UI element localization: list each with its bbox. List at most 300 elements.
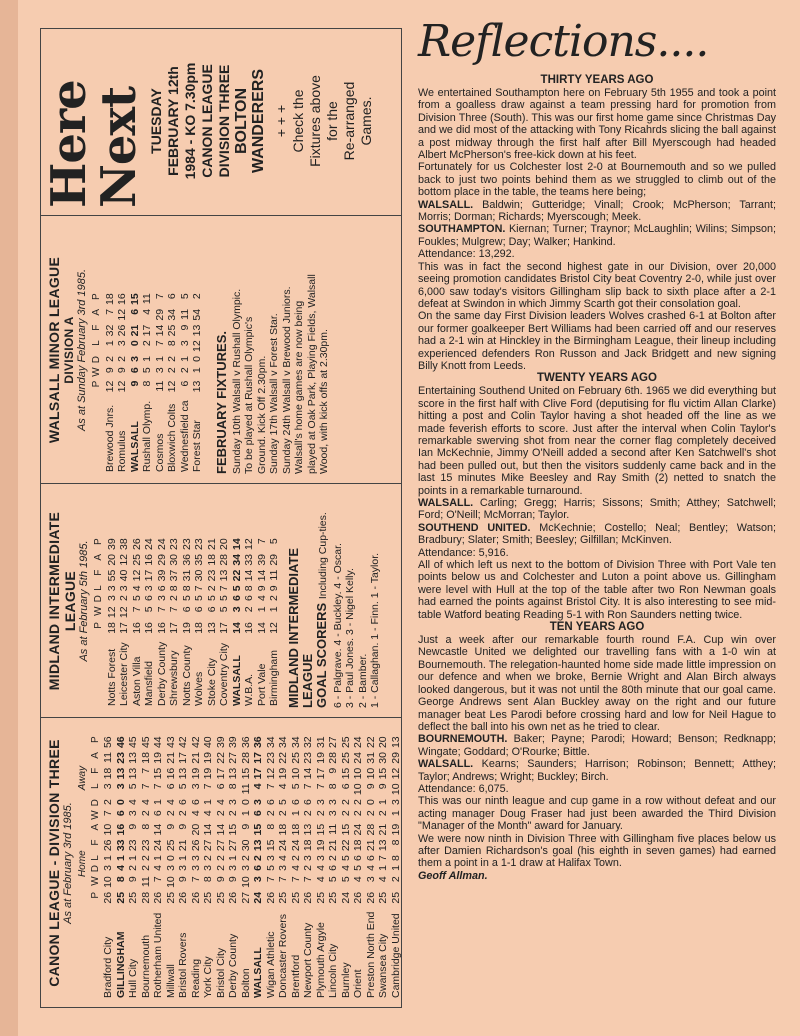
table-cell: 26 <box>364 891 377 904</box>
table-cell: 22 <box>364 736 377 749</box>
team-name: Cosmos <box>153 433 166 472</box>
table-cell: 4 <box>289 865 302 871</box>
table-cell: 8 <box>180 585 193 592</box>
table-cell: 39 <box>227 736 239 749</box>
team-name: Derby County <box>155 641 168 706</box>
table-cell: 26 <box>189 839 202 852</box>
gs-title-line1: MIDLAND INTERMEDIATE LEAGUE <box>285 547 315 708</box>
table-row <box>131 536 144 708</box>
table-row <box>118 536 131 708</box>
table-cell: 26 <box>177 891 189 904</box>
table-cell: 15 <box>264 839 277 852</box>
table-cell: 2 <box>339 799 352 805</box>
table-cell: 3 <box>202 865 214 871</box>
table-cell: 6 <box>177 799 189 805</box>
table-cell: 4 <box>314 865 327 871</box>
table-cell: 25 <box>127 891 139 904</box>
table-cell: 7 <box>302 876 314 883</box>
team-name: Preston North End <box>364 911 377 998</box>
table-cell: 4 <box>252 783 264 790</box>
table-cell: 8 <box>139 823 152 830</box>
here-word: Here <box>41 80 97 208</box>
table-cell: 5 <box>193 595 205 602</box>
table-cell: 19 <box>180 622 193 634</box>
table-cell: 30 <box>168 553 180 566</box>
divider <box>40 483 402 484</box>
table-cell: 24 <box>143 538 155 550</box>
table-cell: 15 <box>339 767 352 780</box>
table-cell: 4 <box>189 810 202 817</box>
table-cell: 22 <box>214 752 227 764</box>
table-cell: 23 <box>264 752 277 764</box>
plus-separator: + + + <box>273 104 289 138</box>
table-cell: 10 <box>164 876 177 888</box>
table-cell: 6 <box>166 293 178 300</box>
column-header: P <box>93 538 104 545</box>
table-cell: 40 <box>118 569 130 582</box>
table-cell: 17 <box>314 767 327 780</box>
column-header: A <box>91 308 102 316</box>
table-cell: 17 <box>218 622 230 634</box>
table-cell: 3 <box>227 865 239 871</box>
table-cell: 25 <box>314 891 327 904</box>
table-cell: 34 <box>166 308 178 321</box>
table-cell: 9 <box>103 367 116 374</box>
team-name: WALSALL <box>252 947 264 998</box>
table-cell: 26 <box>116 324 128 337</box>
table-cell: 3 <box>116 340 128 347</box>
table-cell: 32 <box>103 324 116 337</box>
table-cell: 6 <box>302 799 314 805</box>
table-cell: 32 <box>302 736 314 749</box>
table-cell: 16 <box>143 553 155 566</box>
table-cell: 4 <box>277 783 289 790</box>
table-cell: 6 <box>193 606 205 613</box>
note-line: for the <box>324 101 340 141</box>
table-cell: 13 <box>205 622 218 634</box>
table-cell: 1 <box>239 810 252 817</box>
table-cell: 7 <box>153 340 166 347</box>
table-cell: 3 <box>227 799 239 805</box>
table-cell: 30 <box>193 569 205 582</box>
table-cell: 15 <box>239 767 252 780</box>
table-cell: 25 <box>339 752 352 764</box>
table-cell: 9 <box>127 876 139 883</box>
table-cell: 2 <box>227 810 239 817</box>
scorer-line: 6 - Palgrave. 4 - Buckley. 4 - Oscar. <box>331 543 344 708</box>
table-cell: 7 <box>103 308 116 315</box>
table-row <box>390 734 403 1000</box>
table-cell: 19 <box>152 752 164 764</box>
table-cell: 14 <box>214 823 227 836</box>
team-name: Mansfield <box>143 661 155 706</box>
table-cell: 4 <box>364 865 377 871</box>
table-cell: 30 <box>377 752 389 764</box>
table-row <box>240 734 253 1000</box>
table-cell: 1 <box>178 356 191 362</box>
table-cell: 4 <box>339 865 352 871</box>
table-cell: 5 <box>127 783 139 790</box>
table-cell: 7 <box>218 585 230 592</box>
note-line: Fixtures above <box>307 75 323 167</box>
table-cell: 1 <box>377 865 389 871</box>
table-cell: 13 <box>227 767 239 780</box>
here-next-section <box>40 28 402 214</box>
table-cell: 8 <box>264 823 277 830</box>
table-cell: 1 <box>177 855 189 861</box>
table-cell: 2 <box>118 595 130 602</box>
column-header: L <box>89 855 101 861</box>
team-name: Aston Villa <box>130 656 143 706</box>
table-row <box>166 291 179 474</box>
table-cell: 28 <box>364 823 377 836</box>
table-cell: 2 <box>168 595 180 602</box>
table-cell: 1 <box>152 799 164 805</box>
table-cell: 1 <box>202 799 214 805</box>
fixture-line: Ground. Kick Off 2.30pm. <box>255 355 268 474</box>
table-cell: 11 <box>141 293 153 305</box>
table-cell: 25 <box>202 891 214 904</box>
midland-title: MIDLAND INTERMEDIATE LEAGUE <box>46 511 78 691</box>
table-row <box>377 734 390 1000</box>
table-cell: 2 <box>389 876 402 883</box>
table-cell: 2 <box>139 810 152 817</box>
table-row <box>165 734 178 1000</box>
lineup-names: Kearns; Saunders; Harrison; Robinson; Bennett; Atthey; Taylor; Andrews; Wright; Buckley; Birch. <box>418 758 776 783</box>
table-cell: 2 <box>289 855 302 861</box>
team-name: Bournemouth <box>139 934 152 998</box>
table-cell: 11 <box>239 783 252 795</box>
table-cell: 9 <box>327 767 339 774</box>
table-cell: 7 <box>168 606 180 613</box>
table-cell: 37 <box>168 569 180 582</box>
minor-column-header <box>91 291 104 474</box>
table-row <box>106 536 119 708</box>
team-name: Bolton <box>239 968 252 998</box>
table-cell: 2 <box>139 865 152 871</box>
team-name: Hull City <box>127 958 139 998</box>
note-line: Games. <box>358 96 374 146</box>
table-row <box>177 734 190 1000</box>
table-cell: 11 <box>327 823 339 835</box>
table-row <box>143 536 156 708</box>
table-row <box>340 734 353 1000</box>
table-cell: 16 <box>243 622 255 634</box>
lineup-southampton <box>418 223 776 248</box>
table-row <box>193 536 206 708</box>
team-name: Leicester City <box>118 642 130 706</box>
table-cell: 15 <box>152 767 164 780</box>
table-cell: 7 <box>130 606 143 613</box>
table-cell: 4 <box>377 876 389 883</box>
table-cell: 24 <box>339 891 352 904</box>
table-cell: 22 <box>230 569 243 582</box>
table-cell: 3 <box>252 876 264 883</box>
table-cell: 46 <box>114 736 127 749</box>
match-kickoff: 1984 - KO 7.30pm <box>182 62 198 180</box>
column-header: F <box>89 767 101 774</box>
team-name: Millwall <box>164 964 177 998</box>
table-row <box>179 291 192 474</box>
table-cell: 43 <box>164 736 177 749</box>
table-row <box>181 536 194 708</box>
table-cell: 3 <box>327 810 339 817</box>
table-cell: 2 <box>214 855 227 861</box>
table-cell: 5 <box>180 595 193 602</box>
table-cell: 2 <box>302 810 314 817</box>
table-cell: 38 <box>118 538 130 550</box>
table-cell: 3 <box>143 585 155 592</box>
table-cell: 8 <box>141 380 153 387</box>
team-name: York City <box>202 956 214 998</box>
table-cell: 6 <box>180 606 193 613</box>
team-name: Brentford <box>289 954 302 998</box>
table-cell: 17 <box>168 622 180 634</box>
team-name: Wednesfield ca <box>178 400 191 472</box>
table-cell: 5 <box>289 783 302 790</box>
column-header: P <box>89 891 101 899</box>
match-date: FEBRUARY 12th <box>165 66 181 176</box>
table-cell: 23 <box>127 839 139 852</box>
gs-note: Including Cup-ties. <box>316 512 329 600</box>
table-cell: 13 <box>302 823 314 836</box>
table-row <box>252 734 265 1000</box>
table-cell: 5 <box>143 606 155 613</box>
paragraph: We entertained Southampton here on February 5th 1955 and took a point from a goalless draw against a team pressing hard for promotion from Division Three (South). This was our first home game since Christmas Day and we did most of the attacking with Tony Ricahrds slicing the ball against a post midway through the first half after Bill Myerscough had headed Albert McPherson's free-kick down at his feet. <box>418 87 776 162</box>
table-cell: 39 <box>214 736 227 749</box>
fixture-line: Sunday 10th Walsall v Rushall Olympic. <box>230 288 243 474</box>
column-header: F <box>93 569 104 576</box>
table-cell: 9 <box>239 823 252 830</box>
table-cell: 2 <box>166 367 178 374</box>
table-cell: 13 <box>114 767 127 780</box>
fixture-line: Wood, with kick offs at 2.30pm. <box>318 329 330 474</box>
table-cell: 25 <box>166 324 178 337</box>
table-cell: 42 <box>177 736 189 749</box>
table-cell: 2 <box>239 855 252 861</box>
team-label: SOUTHAMPTON. <box>418 223 506 236</box>
lineup-names: McKechnie; Costello; Neal; Bentley; Watson; Bradbury; Slater; Smith; Beesley; Gilfillan; McKinven. <box>418 521 776 547</box>
table-cell: 3 <box>177 865 189 871</box>
page-edge-strip <box>0 0 18 1036</box>
table-cell: 17 <box>141 324 153 337</box>
table-cell: 18 <box>193 622 205 634</box>
table-cell: 12 <box>118 553 130 566</box>
table-cell: 25 <box>339 736 352 749</box>
table-cell: 9 <box>116 367 128 374</box>
team-name: WALSALL <box>230 655 243 706</box>
column-header: A <box>89 752 101 759</box>
table-cell: 1 <box>289 810 302 817</box>
table-row <box>191 291 204 474</box>
table-cell: 5 <box>177 783 189 790</box>
table-cell: 2 <box>202 855 214 861</box>
table-cell: 2 <box>205 585 218 592</box>
table-cell: 6 <box>155 585 168 592</box>
table-cell: 19 <box>202 767 214 780</box>
team-name: Wigan Athletic <box>264 931 277 998</box>
column-header: W <box>93 606 104 616</box>
table-cell: 5 <box>339 876 352 883</box>
table-cell: 17 <box>252 752 264 764</box>
table-cell: 28 <box>239 752 252 764</box>
table-cell: 26 <box>264 891 277 904</box>
article-title: Reflections.... <box>418 16 709 67</box>
table-cell: 16 <box>164 767 177 780</box>
table-cell: 8 <box>227 783 239 790</box>
paragraph: Fortunately for us Colchester lost 2-0 at Bournemouth and so we pulled back to just two points behind them as we struggled to climb out of the bottom place in the table, the teams here being; <box>418 161 776 199</box>
fixture-line: To be played at Rushall Olympic's <box>243 316 255 474</box>
table-cell: 12 <box>103 380 116 393</box>
table-cell: 5 <box>268 538 280 545</box>
author-signature: Geoff Allman. <box>418 869 488 882</box>
away-label: Away <box>77 765 88 791</box>
table-cell: 20 <box>218 538 230 550</box>
table-cell: 25 <box>114 891 127 904</box>
table-cell: 3 <box>264 855 277 861</box>
table-row <box>152 734 165 1000</box>
table-cell: 56 <box>102 736 114 749</box>
table-row <box>116 291 129 474</box>
table-cell: 2 <box>352 799 364 805</box>
match-competition: CANON LEAGUE <box>199 64 215 178</box>
table-cell: 23 <box>114 752 127 764</box>
team-name: Shrewsbury <box>168 650 180 706</box>
table-cell: 3 <box>102 865 114 871</box>
table-cell: 6 <box>243 595 255 602</box>
canon-title: CANON LEAGUE - DIVISION THREE <box>46 739 62 987</box>
column-header: P <box>91 293 102 300</box>
paragraph: Entertaining Southend United on February 6th. 1965 we did everything but score in the first half with Clive Ford (deputising for flu victim Allan Clarke) hitting a post and Colin Taylor having a shot headed off the line as we made feverish efforts to score. Just after the interval when Colin Taylor's remarkable swerving shot from near the corner flag completely deceived Ian McKechnie, Jimmy O'Neill added a second after Ken Satchwell's shot had been pulled out, but then the visitors suddenly came back and in the last 15 minutes Mike Beesley and Ray Smith (2) netted to snatch the points in a remarkable turnaround. <box>418 385 776 497</box>
table-cell: 6 <box>205 606 218 613</box>
table-cell: 3 <box>277 865 289 871</box>
rotated-tables <box>40 28 402 1008</box>
lineup-names: Baldwin; Gutteridge; Vinall; Crook; McPherson; Tarrant; Morris; Dorman; Richards; Myerscough; Meek. <box>418 198 776 224</box>
table-cell: 3 <box>164 865 177 871</box>
table-cell: 1 <box>389 865 402 871</box>
table-cell: 16 <box>143 622 155 634</box>
table-cell: 4 <box>214 799 227 805</box>
table-cell: 3 <box>252 799 264 805</box>
table-row <box>218 536 231 708</box>
table-cell: 3 <box>178 340 191 347</box>
table-row <box>215 734 228 1000</box>
table-cell: 34 <box>289 736 302 749</box>
table-cell: 36 <box>252 736 264 749</box>
table-cell: 33 <box>114 839 127 852</box>
paragraph: Just a week after our remarkable fourth round F.A. Cup win over Newcastle United we delighted our travelling fans with a 1-0 win at Bournemouth. The relegation-haunted home side made little impression on our defence and when we broke, Bernie Wright and Alan Birch always looked dangerous, but it was not until the 80th minute that our goal came. George Andrews sent Alan Buckley away on the right and our future manager beat Les Parodi before crossing hard and low for Neil Hague to deflect the ball into his own net as he tried to clear. <box>418 634 776 733</box>
gs-title-line2: GOAL SCORERS <box>313 602 329 708</box>
minor-table <box>91 291 204 474</box>
lineup-names: Carling; Gregg; Harris; Sissons; Smith; Atthey; Satchwell; Ford; O'Neill; McMorran; Taylor. <box>418 497 776 522</box>
table-row <box>127 734 140 1000</box>
table-cell: 3 <box>102 783 114 790</box>
table-cell: 7 <box>289 876 302 883</box>
table-cell: 8 <box>166 340 178 347</box>
column-header: D <box>91 356 102 364</box>
column-header: L <box>91 340 102 346</box>
table-cell: 7 <box>314 783 327 790</box>
lineup-names: Kiernan; Turner; Traynor; McLaughlin; Wilins; Simpson; Foukles; Mulgrew; Day; Walker; Hankind. <box>418 223 776 248</box>
table-cell: 6 <box>128 308 141 315</box>
minor-title: WALSALL MINOR LEAGUE <box>46 256 62 444</box>
table-cell: 18 <box>205 553 218 566</box>
team-name: Bloxwich Colts <box>166 403 178 472</box>
table-row <box>129 291 142 474</box>
table-cell: 9 <box>127 823 139 830</box>
table-cell: 17 <box>143 569 155 582</box>
table-cell: 1 <box>114 855 127 861</box>
team-name: Derby County <box>227 933 239 998</box>
table-cell: 1 <box>152 855 164 861</box>
table-cell: 6 <box>128 367 141 374</box>
table-cell: 6 <box>289 799 302 805</box>
column-header: A <box>93 553 104 561</box>
table-cell: 2 <box>127 865 139 871</box>
table-cell: 7 <box>193 585 205 592</box>
team-name: Reading <box>189 958 202 998</box>
table-cell: 6 <box>252 865 264 871</box>
table-cell: 12 <box>264 767 277 780</box>
team-name: Rotherham United <box>152 912 164 998</box>
table-cell: 17 <box>214 767 227 780</box>
table-cell: 9 <box>364 783 377 790</box>
table-cell: 4 <box>127 799 139 805</box>
table-cell: 36 <box>180 553 193 566</box>
team-name: GILLINGHAM <box>114 931 127 998</box>
table-cell: 1 <box>102 855 114 861</box>
table-cell: 5 <box>218 606 230 613</box>
table-cell: 25 <box>389 891 402 904</box>
table-cell: 3 <box>153 367 166 374</box>
divider <box>40 717 402 718</box>
table-cell: 2 <box>364 810 377 817</box>
table-cell: 11 <box>268 569 280 581</box>
table-row <box>243 536 256 708</box>
fixtures-note <box>273 34 375 208</box>
table-cell: 21 <box>177 839 189 852</box>
table-cell: 16 <box>130 622 143 634</box>
midland-table <box>93 536 281 708</box>
table-cell: 8 <box>243 585 255 592</box>
table-cell: 2 <box>352 810 364 817</box>
table-row <box>168 536 181 708</box>
table-cell: 21 <box>377 823 389 836</box>
table-cell: 10 <box>364 767 377 780</box>
midland-section <box>40 486 402 716</box>
column-header: P <box>91 380 102 388</box>
table-cell: 4 <box>139 799 152 805</box>
table-cell: 2 <box>214 865 227 871</box>
table-cell: 26 <box>102 839 114 852</box>
table-cell: 15 <box>339 823 352 836</box>
table-cell: 26 <box>302 891 314 904</box>
table-cell: 2 <box>339 810 352 817</box>
table-cell: 7 <box>139 783 152 790</box>
table-cell: 18 <box>102 767 114 780</box>
table-cell: 31 <box>364 752 377 764</box>
table-cell: 23 <box>205 569 218 582</box>
opponent-line2: WANDERERS <box>250 69 267 174</box>
table-cell: 15 <box>314 823 327 836</box>
table-cell: 8 <box>389 839 402 846</box>
table-cell: 6 <box>143 595 155 602</box>
team-name: Forest Star <box>191 420 203 472</box>
lineup-walsall-1965 <box>418 497 776 522</box>
table-cell: 7 <box>202 783 214 790</box>
table-cell: 7 <box>152 876 164 883</box>
table-cell: 9 <box>227 876 239 883</box>
